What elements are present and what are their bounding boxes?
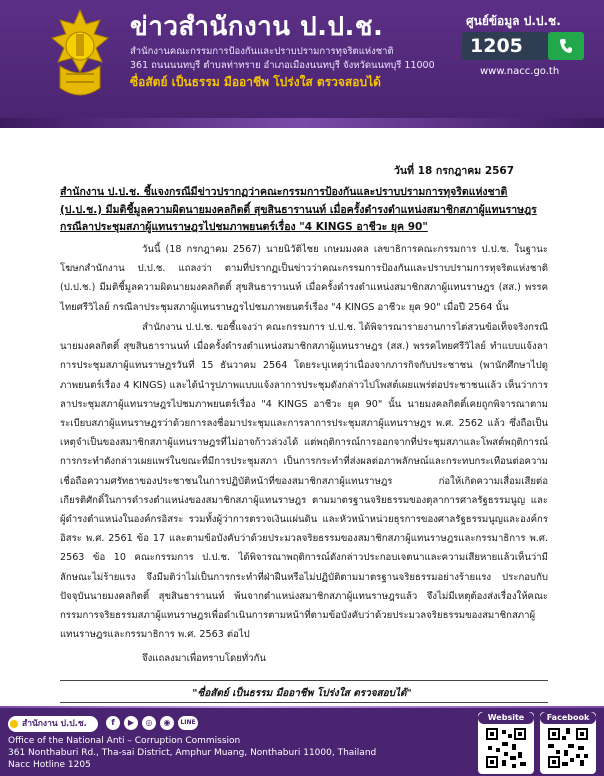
office-address: 361 ถนนนนทบุรี ตำบลท่าทราย อำเภอเมืองนนทบุรี จังหวัดนนทบุรี 11000 — [130, 60, 435, 71]
nacc-emblem-logo — [46, 8, 114, 108]
newsletter-title: ข่าวสำนักงาน ป.ป.ช. — [130, 12, 384, 42]
header-stripe — [0, 118, 604, 128]
phone-icon — [548, 32, 584, 60]
footer-office-name: Office of the National Anti – Corruption Commission — [8, 736, 241, 746]
facebook-qr-code-icon — [546, 726, 590, 770]
article-paragraph-2: สำนักงาน ป.ป.ช. ขอชี้แจงว่า คณะกรรมการ ป.ป.ช. ได้พิจารณารายงานการไต่สวนข้อเท็จจริงกรณีนายมงคลกิตติ์ สุขสินธารานนท์ เมื่อครั้งดำรงตำแหน่งสมาชิกสภาผู้แทนราษฎร (สส.) พรรคไทยศรีวิไลย์ ทำแบบแจ้งลาการประชุมสภาผู้แทนราษฎรวันที่ 15 ธันวาคม 2564 โดยระบุเหตุว่าเนื่องจากภารกิจกับประชาชน (พานักศึกษาไปดูภาพยนตร์เรื่อง 4 KINGS) และได้นำรูปภาพแบบแจ้งลาการประชุมดังกล่าวไปโพสต์เผยแพร่ต่อประชาชนแล้ว เห็นว่าการลาประชุมสภาผู้แทนราษฎรไปชมภาพยนตร์เรื่อง "4 KINGS อาชีวะ ยุค 90" นั้น นายมงคลกิตติ์เคยถูกพิจารณาตามระเบียบสภาผู้แทนราษฎรว่าด้วยการลงชื่อมาประชุมและการลาการประชุมสภาผู้แทนราษฎร พ.ศ. 2562 แล้ว ซึ่งถือเป็นเหตุจำเป็นของสมาชิกสภาผู้แทนราษฎรที่ไม่อาจก้าวล่วงได้ แต่พฤติการณ์การออกจากที่ประชุมสภาและโพสต์พฤติการณ์การกระทำดังกล่าวเผยแพร่ในขณะที่มีการประชุมสภา เป็นการกระทำที่ส่งผลต่อภาพลักษณ์และกระทบกระเทือนต่อความเชื่อถือความศรัทธาของประชาชนในการปฏิบัติหน้าที่ของสมาชิกสภาผู้แทนราษฎร ก่อให้เกิดความเสื่อมเสียต่อเกียรติศักดิ์ในการดำรงตำแหน่งของสมาชิกสภาผู้แทนราษฎร ตามมาตรฐานจริยธรรมของตุลาการศาลรัฐธรรมนูญ และผู้ดำรงตำแหน่งในองค์กรอิสระ รวมทั้งผู้ว่าการตรวจเงินแผ่นดิน และหัวหน้าหน่วยธุรการของศาลรัฐธรรมนูญและองค์กรอิสระ พ.ศ. 2561 ข้อ 17 และตามข้อบังคับว่าด้วยประมวลจริยธรรมของสมาชิกสภาผู้แทนราษฎรและกรรมาธิการ พ.ศ. 2563 ข้อ 10 คณะกรรมการ ป.ป.ช. ได้พิจารณาพฤติการณ์ดังกล่าวประกอบเจตนาและความเสียหายแล้วเห็นว่ามีลักษณะไม่ร้ายแรง จึงมีมติว่าไม่เป็นการกระทำที่ฝ่าฝืนหรือไม่ปฏิบัติตามมาตรฐานจริยธรรมอย่างร้ายแรง ประกอบกับปัจจุบันนายมงคลกิตติ์ สุขสินธารานนท์ พ้นจากตำแหน่งสมาชิกสภาผู้แทนราษฎรแล้ว จึงไม่มีเหตุต้องส่งเรื่องให้คณะกรรมการจริยธรรมสภาผู้แทนราษฎรเพื่อดำเนินการตามหน้าที่ตามข้อบังคับว่าด้วยประมวลจริยธรรมของสมาชิกสภาผู้แทนราษฎรและกรรมาธิการ พ.ศ. 2563 ต่อไป — [60, 322, 548, 641]
facebook-icon[interactable]: f — [106, 716, 120, 730]
youtube-icon[interactable]: ▶ — [124, 716, 138, 730]
divider-top — [60, 680, 548, 681]
facebook-qr-label: Facebook — [540, 712, 596, 724]
info-center-label: ศูนย์ข้อมูล ป.ป.ช. — [466, 14, 561, 28]
header-motto: ซื่อสัตย์ เป็นธรรม มืออาชีพ โปร่งใส ตรวจสอบได้ — [130, 75, 381, 89]
bottom-motto: "ซื่อสัตย์ เป็นธรรม มืออาชีพ โปร่งใส ตรวจสอบได้" — [192, 688, 412, 699]
footer-hotline: Nacc Hotline 1205 — [8, 760, 91, 770]
instagram-icon[interactable]: ◎ — [142, 716, 156, 730]
website-qr-label: Website — [478, 712, 534, 724]
article-headline: สำนักงาน ป.ป.ช. ชี้แจงกรณีมีข่าวปรากฏว่าคณะกรรมการป้องกันและปราบปรามการทุจริตแห่งชาติ (ป.ป.ช.) มีมติชี้มูลความผิดนายมงคลกิตติ์ สุขสินธารานนท์ เมื่อครั้งดำรงตำแหน่งสมาชิกสภาผู้แทนราษฎร กรณีลาประชุมสภาผู้แทนราษฎรไปชมภาพยนตร์เรื่อง "4 KINGS อาชีวะ ยุค 90" — [60, 186, 537, 233]
line-icon[interactable]: LINE — [178, 716, 198, 730]
hotline-number[interactable]: 1205 — [462, 32, 548, 60]
article-paragraph-1: วันนี้ (18 กรกฎาคม 2567) นายนิวัติไชย เกษมมงคล เลขาธิการคณะกรรมการ ป.ป.ช. ในฐานะโฆษกสำนักงาน ป.ป.ช. แถลงว่า ตามที่ปรากฏเป็นข่าวว่าคณะกรรมการป้องกันและปราบปรามการทุจริตแห่งชาติ (ป.ป.ช.) มีมติชี้มูลความผิดนายมงคลกิตติ์ สุขสินธารานนท์ เมื่อครั้งดำรงตำแหน่งสมาชิกสภาผู้แทนราษฎร (สส.) พรรคไทยศรีวิไลย์ กรณีลาประชุมสภาผู้แทนราษฎรไปชมภาพยนตร์เรื่อง "4 KINGS อาชีวะ ยุค 90" เมื่อปี 2564 นั้น — [60, 244, 548, 313]
website-qr-code-icon — [484, 726, 528, 770]
article-closing: จึงแถลงมาเพื่อทราบโดยทั่วกัน — [142, 653, 266, 664]
divider-bottom — [60, 702, 548, 703]
article-date: วันที่ 18 กรกฎาคม 2567 — [394, 165, 515, 177]
office-name: สำนักงานคณะกรรมการป้องกันและปราบปรามการทุจริตแห่งชาติ — [130, 46, 394, 57]
tiktok-icon[interactable]: ◉ — [160, 716, 174, 730]
footer-brand: สำนักงาน ป.ป.ช. — [8, 716, 98, 732]
footer-address: 361 Nonthaburi Rd., Tha-sai District, Amphur Muang, Nonthaburi 11000, Thailand — [8, 748, 377, 758]
brand-dot-icon — [10, 720, 18, 728]
website-link[interactable]: www.nacc.go.th — [480, 66, 560, 77]
